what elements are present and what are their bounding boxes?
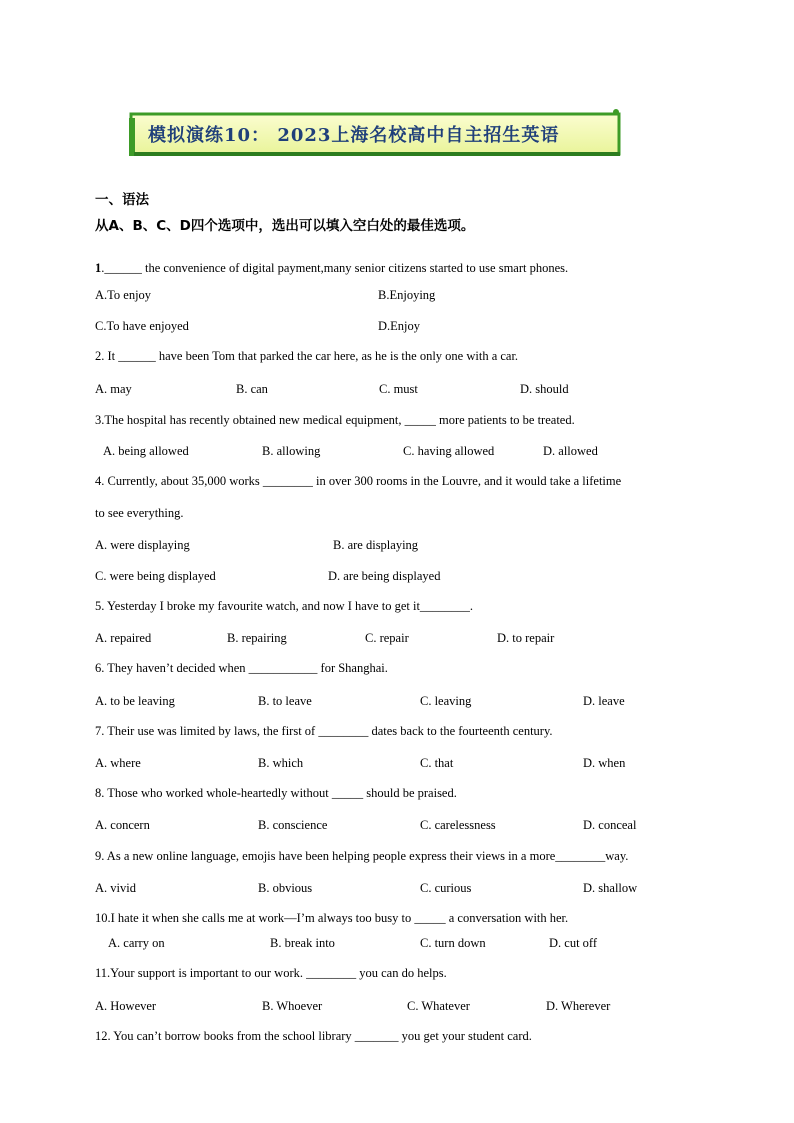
q5-option-c: C. repair bbox=[365, 631, 409, 645]
q8-option-a: A. concern bbox=[95, 818, 150, 832]
q5-option-b: B. repairing bbox=[227, 631, 287, 645]
question-2-text: 2. It ______ have been Tom that parked the car here, as he is the only one with a car. bbox=[95, 349, 519, 363]
page-title: 模拟演练10： 2023上海名校高中自主招生英语 bbox=[148, 125, 560, 146]
q6-option-a: A. to be leaving bbox=[95, 694, 175, 708]
q8-option-c: C. carelessness bbox=[420, 818, 496, 832]
q3-option-b: B. allowing bbox=[262, 444, 321, 458]
question-12-text: 12. You can’t borrow books from the school library _______ you get your student card. bbox=[95, 1029, 532, 1043]
question-5-text: 5. Yesterday I broke my favourite watch, and now I have to get it________. bbox=[95, 599, 474, 613]
section-heading: 一、语法 bbox=[95, 192, 149, 208]
q7-option-a: A. where bbox=[95, 756, 141, 770]
section-instruction: 从A、B、C、D四个选项中，选出可以填入空白处的最佳选项。 bbox=[95, 218, 475, 234]
q4-option-a: A. were displaying bbox=[95, 538, 190, 552]
q10-option-c: C. turn down bbox=[420, 936, 486, 950]
question-7-text: 7. Their use was limited by laws, the first of ________ dates back to the fourteenth century. bbox=[95, 724, 553, 738]
q2-option-a: A. may bbox=[95, 382, 132, 396]
q6-option-d: D. leave bbox=[583, 694, 625, 708]
q4-option-d: D. are being displayed bbox=[328, 569, 441, 583]
q10-option-d: D. cut off bbox=[549, 936, 598, 950]
q5-option-a: A. repaired bbox=[95, 631, 152, 645]
q1-option-d: D.Enjoy bbox=[378, 319, 421, 333]
q11-option-b: B. Whoever bbox=[262, 999, 323, 1013]
question-4-text: 4. Currently, about 35,000 works ________ in over 300 rooms in the Louvre, and it would take a lifetime bbox=[95, 474, 622, 488]
q2-option-b: B. can bbox=[236, 382, 268, 396]
q6-option-b: B. to leave bbox=[258, 694, 312, 708]
q1-option-c: C.To have enjoyed bbox=[95, 319, 189, 333]
q5-option-d: D. to repair bbox=[497, 631, 555, 645]
question-1-number: 1 bbox=[95, 261, 102, 275]
question-11-text: 11.Your support is important to our work. ________ you can do helps. bbox=[95, 966, 447, 980]
question-4-text-continued: to see everything. bbox=[95, 506, 184, 520]
q11-option-d: D. Wherever bbox=[546, 999, 611, 1013]
q2-option-d: D. should bbox=[520, 382, 569, 396]
question-1-text: .______ the convenience of digital payment,many senior citizens started to use smart phones. bbox=[101, 261, 569, 275]
q7-option-c: C. that bbox=[420, 756, 454, 770]
q11-option-a: A. However bbox=[95, 999, 157, 1013]
q4-option-b: B. are displaying bbox=[333, 538, 419, 552]
title-banner bbox=[128, 108, 622, 158]
question-8-text: 8. Those who worked whole-heartedly without _____ should be praised. bbox=[95, 786, 457, 800]
q3-option-d: D. allowed bbox=[543, 444, 598, 458]
q8-option-d: D. conceal bbox=[583, 818, 637, 832]
q10-option-b: B. break into bbox=[270, 936, 335, 950]
q9-option-b: B. obvious bbox=[258, 881, 313, 895]
question-6-text: 6. They haven’t decided when ___________ for Shanghai. bbox=[95, 661, 388, 675]
question-9-text: 9. As a new online language, emojis have been helping people express their views in a more________way. bbox=[95, 849, 629, 863]
q6-option-c: C. leaving bbox=[420, 694, 472, 708]
q3-option-c: C. having allowed bbox=[403, 444, 495, 458]
question-1 bbox=[95, 261, 568, 276]
q9-option-a: A. vivid bbox=[95, 881, 136, 895]
question-3-text: 3.The hospital has recently obtained new medical equipment, _____ more patients to be treated. bbox=[95, 413, 575, 427]
question-10-text: 10.I hate it when she calls me at work—I’m always too busy to _____ a conversation with her. bbox=[95, 911, 569, 925]
q10-option-a: A. carry on bbox=[108, 936, 165, 950]
q7-option-d: D. when bbox=[583, 756, 626, 770]
q8-option-b: B. conscience bbox=[258, 818, 328, 832]
q11-option-c: C. Whatever bbox=[407, 999, 470, 1013]
q9-option-c: C. curious bbox=[420, 881, 472, 895]
q9-option-d: D. shallow bbox=[583, 881, 638, 895]
q3-option-a: A. being allowed bbox=[103, 444, 189, 458]
q4-option-c: C. were being displayed bbox=[95, 569, 216, 583]
q2-option-c: C. must bbox=[379, 382, 418, 396]
q1-option-a: A.To enjoy bbox=[95, 288, 152, 302]
q1-option-b: B.Enjoying bbox=[378, 288, 436, 302]
q7-option-b: B. which bbox=[258, 756, 304, 770]
